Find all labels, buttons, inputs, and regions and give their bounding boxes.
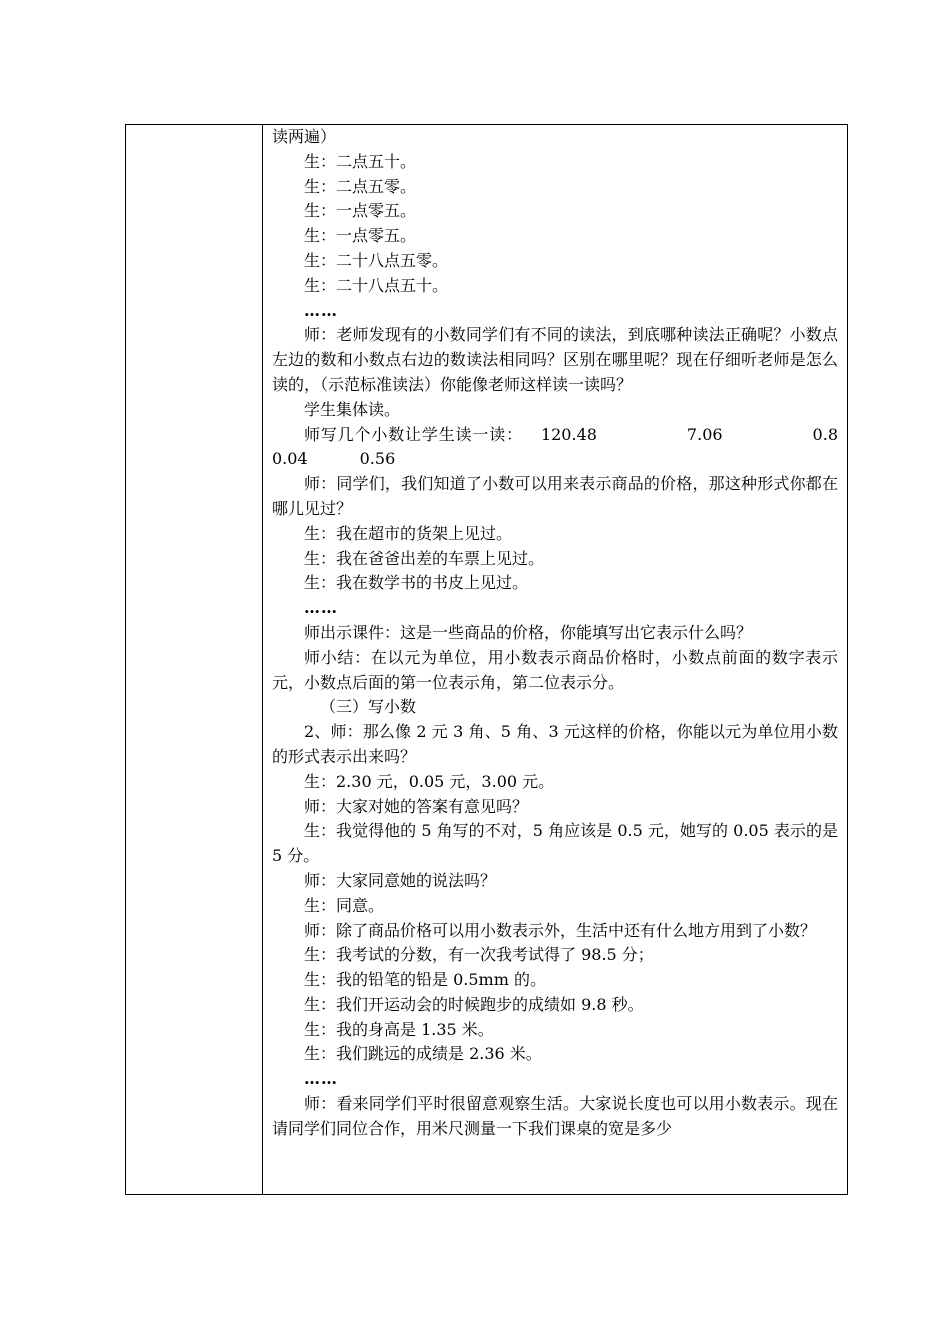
paragraph: 师：大家同意她的说法吗？ <box>304 870 497 890</box>
paragraph: 2、师：那么像 2 元 3 角、5 角、3 元这样的价格，你能以元为单位用小数的形式表示出来吗？ <box>272 722 838 766</box>
ellipsis-line: …… <box>304 1069 338 1089</box>
numbers-prefix: 师写几个小数让学生读一读： <box>304 424 523 444</box>
paragraph: 师：老师发现有的小数同学们有不同的读法，到底哪种读法正确呢？小数点左边的数和小数点右边的数读法相同吗？区别在哪里呢？现在仔细听老师是怎么读的，（示范标准读法）你能像老师这样读一读吗？ <box>272 325 838 394</box>
ellipsis-line: …… <box>304 300 338 320</box>
paragraph-block-1 <box>272 125 838 423</box>
paragraph: 生：二十八点五零。 <box>304 250 449 270</box>
paragraph: 生：一点零五。 <box>304 226 417 246</box>
paragraph: 师小结：在以元为单位，用小数表示商品价格时，小数点前面的数字表示元，小数点后面的第一位表示角，第二位表示分。 <box>272 647 838 692</box>
table-right-column <box>263 125 847 1194</box>
numbers-line <box>272 423 838 448</box>
paragraph: 学生集体读。 <box>304 399 401 419</box>
paragraph: 生：我觉得他的 5 角写的不对，5 角应该是 0.5 元，她写的 0.05 表示的是 5 分。 <box>272 821 838 866</box>
paragraph: 生：我在超市的货架上见过。 <box>304 523 513 543</box>
paragraph: 师：同学们，我们知道了小数可以用来表示商品的价格，那这种形式你都在哪儿见过？ <box>272 474 838 518</box>
paragraph: 师：除了商品价格可以用小数表示外，生活中还有什么地方用到了小数？ <box>304 920 817 940</box>
lesson-table <box>125 124 848 1195</box>
lesson-text <box>272 125 838 1142</box>
paragraph: 生：一点零五。 <box>304 201 417 221</box>
paragraph: 生：2.30 元，0.05 元，3.00 元。 <box>304 771 555 791</box>
paragraph: 生：我们跳远的成绩是 2.36 米。 <box>304 1044 542 1064</box>
paragraph: 师：看来同学们平时很留意观察生活。大家说长度也可以用小数表示。现在请同学们同位合作，用米尺测量一下我们课桌的宽是多少 <box>272 1094 838 1138</box>
numbers-line-2 <box>272 447 838 472</box>
paragraph: 生：我们开运动会的时候跑步的成绩如 9.8 秒。 <box>304 994 644 1014</box>
paragraph: 生：二点五零。 <box>304 176 417 196</box>
paragraph: 生：我在爸爸出差的车票上见过。 <box>304 548 545 568</box>
number-5: 0.56 <box>359 449 396 469</box>
paragraph: 生：我的身高是 1.35 米。 <box>304 1019 494 1039</box>
number-4: 0.04 <box>272 449 308 469</box>
paragraph-block-2 <box>272 472 838 1142</box>
paragraph: 读两遍） <box>272 127 337 146</box>
number-3: 0.8 <box>812 424 838 444</box>
number-1: 120.48 <box>540 424 597 444</box>
number-2: 7.06 <box>686 424 723 444</box>
paragraph: 生：二点五十。 <box>304 151 417 171</box>
table-left-column <box>126 125 263 1194</box>
paragraph: 生：我在数学书的书皮上见过。 <box>304 573 529 593</box>
ellipsis-line: …… <box>304 598 338 618</box>
paragraph: 生：同意。 <box>304 895 385 915</box>
paragraph: 生：我考试的分数，有一次我考试得了 98.5 分； <box>304 945 654 965</box>
paragraph: 师出示课件：这是一些商品的价格，你能填写出它表示什么吗？ <box>304 622 753 642</box>
paragraph: （三）写小数 <box>320 697 417 717</box>
paragraph: 师：大家对她的答案有意见吗？ <box>304 796 529 816</box>
paragraph: 生：我的铅笔的铅是 0.5mm 的。 <box>304 970 546 990</box>
paragraph: 生：二十八点五十。 <box>304 275 449 295</box>
